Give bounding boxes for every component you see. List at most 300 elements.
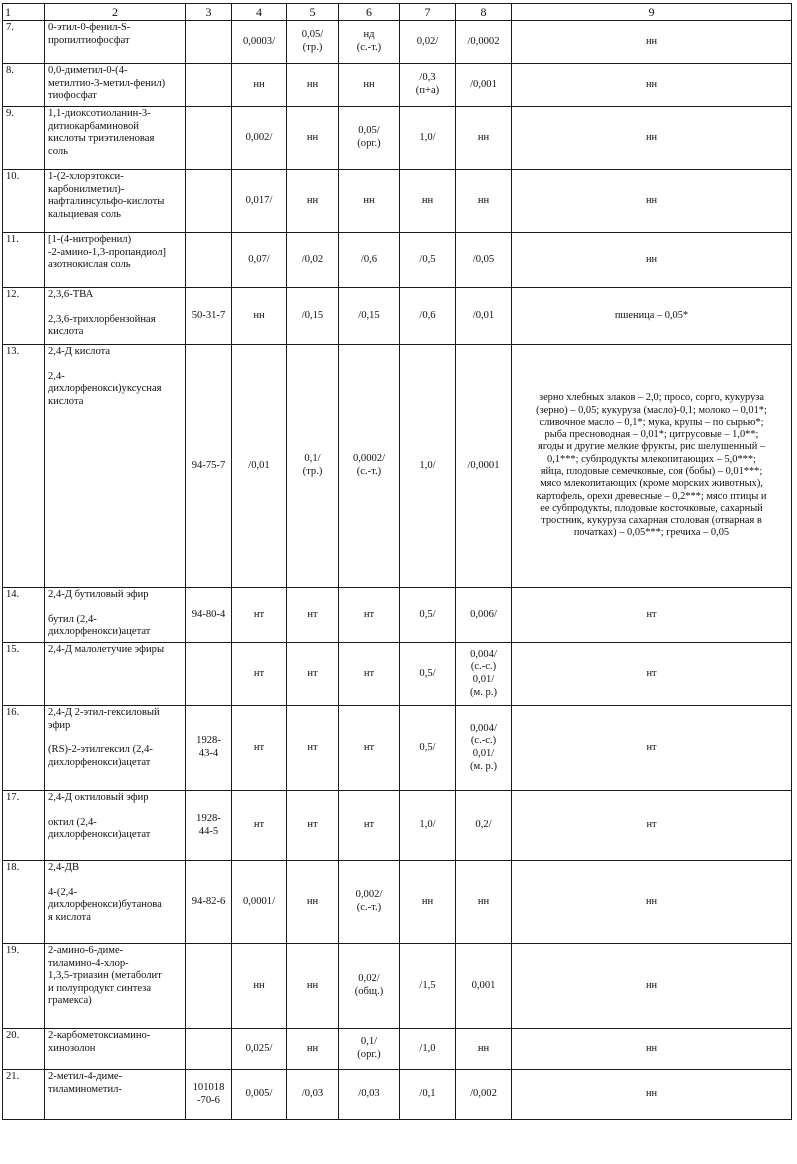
cas-number-line: 43-4 [198,748,219,759]
value-col-9-line: нн [645,1088,658,1100]
value-col-6-line: нн [363,194,375,206]
column-header: 4 [232,4,287,21]
value-col-9-line: початках) – 0,05***; гречиха – 0,05 [573,527,730,539]
value-col-4 [232,288,287,345]
cas-number [186,588,232,643]
value-col-8-line: нн [477,1042,490,1054]
value-col-9-line: нн [645,895,658,907]
substance-name-line: дихлорфенокси)ацетат [48,756,151,768]
value-col-8-line: нн [477,895,490,907]
value-col-4 [232,170,287,233]
substance-name-line: метилтио-3-метил-фенил) [48,77,166,89]
value-col-9-line: пшеница – 0,05* [614,309,689,321]
value-col-9-line: нн [645,1042,658,1054]
value-col-8-line: /0,05 [472,253,495,265]
row-number: 13. [3,345,45,588]
value-col-7 [400,170,456,233]
value-col-9-line: рыба пресноводная – 0,01*; цитрусовые – 1,0**; [544,429,759,441]
substance-name-line: 2-метил-4-диме- [48,1071,123,1082]
substance-name-line: бутил (2,4- [48,613,97,625]
value-col-9-line: нт [646,608,657,620]
value-col-9 [512,588,792,643]
substance-name-line: 4-(2,4- [48,886,78,898]
value-col-9-line: нн [645,78,658,90]
substance-name [45,643,186,706]
value-col-5 [287,944,339,1029]
value-col-8-line: /0,0002 [467,35,500,47]
value-col-7-line: нн [421,895,434,907]
value-col-5 [287,643,339,706]
row-number: 10. [3,170,45,233]
substance-name-line: 2,4-Д 2-этил-гексиловый [48,707,160,718]
table-row [3,1070,792,1120]
cas-number-line: 94-80-4 [191,608,226,620]
value-col-4-line: 0,002/ [245,131,273,143]
value-col-6-line: /0,03 [358,1088,380,1100]
value-col-7 [400,944,456,1029]
value-col-5-line: нн [306,131,319,143]
value-col-8 [456,861,512,944]
value-col-4-line: нн [253,309,265,321]
value-col-6 [339,64,400,107]
value-col-8-line: нн [477,131,490,143]
substance-name-line: 2-амино-6-диме- [48,945,124,956]
value-col-4-line: нт [253,741,265,753]
value-col-5 [287,861,339,944]
value-col-4 [232,643,287,706]
value-col-5 [287,288,339,345]
substance-name [45,944,186,1029]
value-col-7 [400,1070,456,1120]
value-col-4-line: нт [253,608,265,620]
value-col-9-line: нт [646,819,657,831]
value-col-6 [339,791,400,861]
value-col-9-line: нн [645,979,658,991]
cas-number-line: -70-6 [197,1094,220,1106]
substance-name-line: -2-амино-1,3-пропандиол] [48,246,167,258]
substance-name-line: 0-этил-0-фенил-S- [48,22,131,33]
value-col-6-line: нн [363,78,375,90]
table-row [3,233,792,288]
value-col-8-line: 0,004/ [470,722,497,734]
substance-name [45,107,186,170]
row-number: 17. [3,791,45,861]
value-col-5-line: нн [306,895,319,907]
substance-name-line: 2,4-ДВ [48,862,80,873]
value-col-4 [232,1070,287,1120]
column-header: 1 [3,4,45,21]
cas-number [186,1070,232,1120]
substance-name-line: 2,4-Д малолетучие эфиры [48,644,165,655]
value-col-8 [456,170,512,233]
hygienic-standards-table [2,3,792,1120]
substance-name-line: азотнокислая соль [48,259,131,271]
substance-name-line: тиламинометил- [48,1083,122,1095]
value-col-7 [400,791,456,861]
table-row [3,706,792,791]
substance-name-line: 2,3,6-трихлорбензойная [48,313,156,325]
value-col-5-line: /0,03 [301,1088,324,1100]
value-col-7-line: нн [421,194,434,206]
substance-name-line: 1-(2-хлорэтокси- [48,171,124,182]
value-col-5-line: нт [307,608,318,620]
value-col-8-line: (м. р.) [469,686,497,698]
value-col-9 [512,643,792,706]
value-col-7 [400,64,456,107]
value-col-9 [512,345,792,588]
value-col-6-line: нт [363,667,375,679]
value-col-8-line: 0,2/ [475,819,492,831]
substance-name-line: грамекса) [48,995,92,1007]
value-col-5-line: нн [306,1042,319,1054]
value-col-9-line: 0,1***; субпродукты млекопитающих – 5,0***; [547,453,756,465]
value-col-7 [400,288,456,345]
value-col-7-line: 0,5/ [419,608,436,620]
value-col-9-line: яйца, плодовые семечковые, соя (бобы) – 0,01***; [540,466,763,477]
value-col-4-line: 0,0003/ [242,35,276,47]
value-col-6 [339,233,400,288]
value-col-8-line: 0,006/ [470,608,497,620]
substance-name-line: дихлорфенокси)бутанова [48,899,162,911]
substance-name-line: я кислота [48,911,91,923]
substance-name-line: 2,4-Д бутиловый эфир [48,589,149,600]
value-col-5 [287,1070,339,1120]
row-number: 16. [3,706,45,791]
value-col-5-line: нт [307,819,318,831]
row-number: 15. [3,643,45,706]
value-col-5 [287,706,339,791]
row-number: 14. [3,588,45,643]
value-col-4 [232,233,287,288]
value-col-8-line: 0,001 [471,979,496,991]
value-col-9-line: нн [645,194,658,206]
row-number: 20. [3,1029,45,1070]
value-col-8 [456,21,512,64]
value-col-5-line: нт [307,667,318,679]
value-col-9 [512,1029,792,1070]
value-col-8 [456,64,512,107]
value-col-8-line: (с.-с.) [470,735,497,747]
value-col-4-line: нт [253,819,265,831]
substance-name-line: и полупродукт синтеза [48,982,152,994]
value-col-5 [287,791,339,861]
cas-number-line: 94-82-6 [191,895,226,907]
value-col-5-line: нт [307,741,318,753]
value-col-7 [400,706,456,791]
value-col-6-line: нт [363,819,375,831]
value-col-6 [339,345,400,588]
value-col-9-line: тростник, кукуруза сахарная столовая (отварная в [541,515,762,527]
value-col-7 [400,643,456,706]
substance-name [45,288,186,345]
substance-name-line: хинозолон [48,1042,96,1054]
value-col-9-line: нн [645,131,658,143]
value-col-7-line: /0,6 [419,309,436,321]
value-col-4 [232,861,287,944]
substance-name-line: дихлорфенокси)уксусная [48,383,162,395]
value-col-7-line: /1,0 [419,1042,436,1054]
value-col-9-line: картофель, орехи древесные – 0,2***; мясо птицы и [536,490,767,502]
value-col-5-line: /0,02 [301,253,324,265]
value-col-8-line: (м. р.) [469,760,497,772]
value-col-5 [287,170,339,233]
substance-name [45,1029,186,1070]
table-row [3,1029,792,1070]
cas-number-line: 44-5 [198,825,219,837]
column-header: 5 [287,4,339,21]
value-col-5 [287,588,339,643]
value-col-5 [287,21,339,64]
row-number: 11. [3,233,45,288]
table-row [3,170,792,233]
value-col-8 [456,1070,512,1120]
value-col-9 [512,107,792,170]
table-row [3,345,792,588]
substance-name-line [48,732,183,744]
row-number: 7. [3,21,45,64]
substance-name-line: (RS)-2-этилгексил (2,4- [48,744,153,756]
value-col-6 [339,944,400,1029]
value-col-9 [512,944,792,1029]
value-col-8-line: (с.-с.) [470,661,497,673]
value-col-7 [400,861,456,944]
value-col-6-line: 0,05/ [358,125,380,137]
substance-name-line: 1,1-диоксотиоланин-3- [48,108,151,119]
value-col-4 [232,64,287,107]
value-col-4 [232,21,287,64]
row-number: 9. [3,107,45,170]
value-col-6 [339,170,400,233]
value-col-4-line: нт [253,667,265,679]
value-col-5 [287,64,339,107]
cas-number-line: 1928- [196,812,221,824]
value-col-6-line: 0,002/ [355,889,383,901]
substance-name [45,233,186,288]
substance-name-line: кислоты триэтиленовая [48,133,155,145]
substance-name-line: тиофосфат [48,90,97,102]
value-col-6 [339,288,400,345]
value-col-5-line: нн [306,979,319,991]
value-col-9-line: нт [646,667,657,679]
table-row [3,64,792,107]
value-col-7 [400,588,456,643]
value-col-4-line: 0,07/ [248,253,270,265]
substance-name-line [48,359,183,371]
table-row [3,288,792,345]
cas-number [186,233,232,288]
value-col-7-line: (п+а) [415,85,440,96]
substance-name-line [48,805,183,817]
cas-number [186,345,232,588]
column-header: 8 [456,4,512,21]
value-col-9 [512,233,792,288]
substance-name-line: кальциевая соль [48,208,122,220]
value-col-8 [456,588,512,643]
value-col-9-line: сливочное масло – 0,1*; мука, крупы – по сырью*; [539,416,764,428]
value-col-7 [400,1029,456,1070]
value-col-5-line: нн [306,194,319,206]
value-col-6 [339,588,400,643]
cas-number-line: 50-31-7 [191,309,226,321]
value-col-8 [456,288,512,345]
row-number: 19. [3,944,45,1029]
value-col-4 [232,588,287,643]
substance-name-line: дихлорфенокси)ацетат [48,829,151,841]
substance-name-line: 1,3,5-триазин (метаболит [48,970,162,982]
value-col-4-line: нн [253,78,265,90]
table-row [3,791,792,861]
substance-name-line: кислота [48,395,84,407]
cas-number [186,1029,232,1070]
value-col-5-line: нн [306,78,319,90]
column-header: 7 [400,4,456,21]
substance-name [45,170,186,233]
value-col-5-line: 0,1/ [304,453,321,465]
value-col-4 [232,107,287,170]
value-col-7-line: 0,5/ [419,667,436,679]
value-col-6-line: 0,0002/ [352,453,386,465]
cas-number [186,170,232,233]
substance-name [45,21,186,64]
substance-name [45,64,186,107]
value-col-4 [232,791,287,861]
value-col-4-line: 0,005/ [245,1088,273,1100]
substance-name-line [48,602,183,614]
table-row [3,107,792,170]
value-col-9-line: нт [646,741,657,753]
row-number: 18. [3,861,45,944]
substance-name [45,588,186,643]
cas-number [186,861,232,944]
value-col-4 [232,1029,287,1070]
value-col-6-line: нт [363,741,375,753]
value-col-7-line: 1,0/ [419,131,436,143]
substance-name [45,706,186,791]
value-col-4 [232,345,287,588]
value-col-8-line: /0,001 [470,78,497,90]
header-row [3,4,792,21]
value-col-5 [287,345,339,588]
value-col-8 [456,706,512,791]
value-col-5 [287,107,339,170]
value-col-8-line: /0,01 [472,309,495,321]
value-col-6-line: (с.-т.) [356,466,382,477]
value-col-9-line: мясо млекопитающих (кроме морских животных), [540,478,763,490]
value-col-8 [456,791,512,861]
cas-number [186,107,232,170]
value-col-7 [400,233,456,288]
substance-name-line [48,302,183,314]
value-col-7-line: 1,0/ [419,459,436,471]
value-col-5-line: /0,15 [301,309,324,321]
substance-name-line: 2,3,6-ТВА [48,289,94,300]
value-col-6-line: (с.-т.) [356,42,382,53]
value-col-8-line: 0,004/ [470,648,497,660]
value-col-7-line: 0,5/ [419,741,436,753]
value-col-6-line: нт [363,608,375,620]
value-col-6 [339,1070,400,1120]
value-col-8-line: /0,002 [470,1088,497,1100]
value-col-6-line: (с.-т.) [356,902,382,913]
substance-name-line: 2,4- [48,370,65,382]
column-header: 9 [512,4,792,21]
value-col-7-line: 0,02/ [416,35,439,47]
value-col-6-line: 0,02/ [358,973,380,985]
column-header: 6 [339,4,400,21]
value-col-7 [400,107,456,170]
value-col-5-line: (тр.) [302,42,323,53]
value-col-8 [456,107,512,170]
table-row [3,944,792,1029]
value-col-4 [232,944,287,1029]
value-col-6 [339,1029,400,1070]
cas-number [186,791,232,861]
value-col-9 [512,170,792,233]
value-col-9 [512,64,792,107]
value-col-7 [400,21,456,64]
value-col-4-line: 0,0001/ [242,895,276,907]
cas-number-line: 94-75-7 [191,459,226,471]
value-col-7-line: /0,1 [419,1088,436,1100]
row-number: 12. [3,288,45,345]
value-col-8 [456,643,512,706]
substance-name-line: кислота [48,326,84,338]
substance-name-line: 2,4-Д кислота [48,346,111,357]
value-col-8-line: 0,01/ [472,748,495,759]
value-col-8-line: нн [477,194,490,206]
substance-name-line: [1-(4-нитрофенил) [48,234,132,245]
substance-name [45,861,186,944]
value-col-6-line: /0,15 [358,309,380,321]
value-col-6 [339,643,400,706]
column-header: 3 [186,4,232,21]
row-number: 8. [3,64,45,107]
substance-name [45,1070,186,1120]
substance-name-line: карбонилметил)- [48,183,125,195]
substance-name [45,791,186,861]
substance-name-line: пропилтиофосфат [48,34,130,46]
value-col-7-line: /1,5 [419,979,436,991]
value-col-9-line: ягоды и другие мелкие фрукты, рис шелушенный – [537,441,766,453]
table-row [3,861,792,944]
cas-number [186,706,232,791]
cas-number [186,643,232,706]
cas-number-line: 101018 [192,1081,225,1093]
substance-name-line: дихлорфенокси)ацетат [48,626,151,638]
value-col-9 [512,1070,792,1120]
substance-name-line: 2-карбометоксиамино- [48,1030,151,1041]
value-col-6-line: (общ.) [354,986,384,997]
substance-name-line: соль [48,145,68,157]
value-col-9 [512,706,792,791]
substance-name-line: 2,4-Д октиловый эфир [48,792,149,803]
value-col-6-line: (орг.) [357,1049,381,1060]
value-col-8 [456,1029,512,1070]
cas-number [186,288,232,345]
value-col-8 [456,233,512,288]
value-col-5-line: 0,05/ [301,29,324,41]
table-row [3,643,792,706]
value-col-6 [339,861,400,944]
cas-number [186,64,232,107]
value-col-9-line: нн [645,35,658,47]
cas-number-line: 1928- [196,735,221,747]
value-col-8-line: 0,01/ [472,674,495,685]
column-header: 2 [45,4,186,21]
value-col-7-line: /0,5 [419,253,436,265]
table-row [3,588,792,643]
value-col-8-line: /0,0001 [467,459,500,471]
